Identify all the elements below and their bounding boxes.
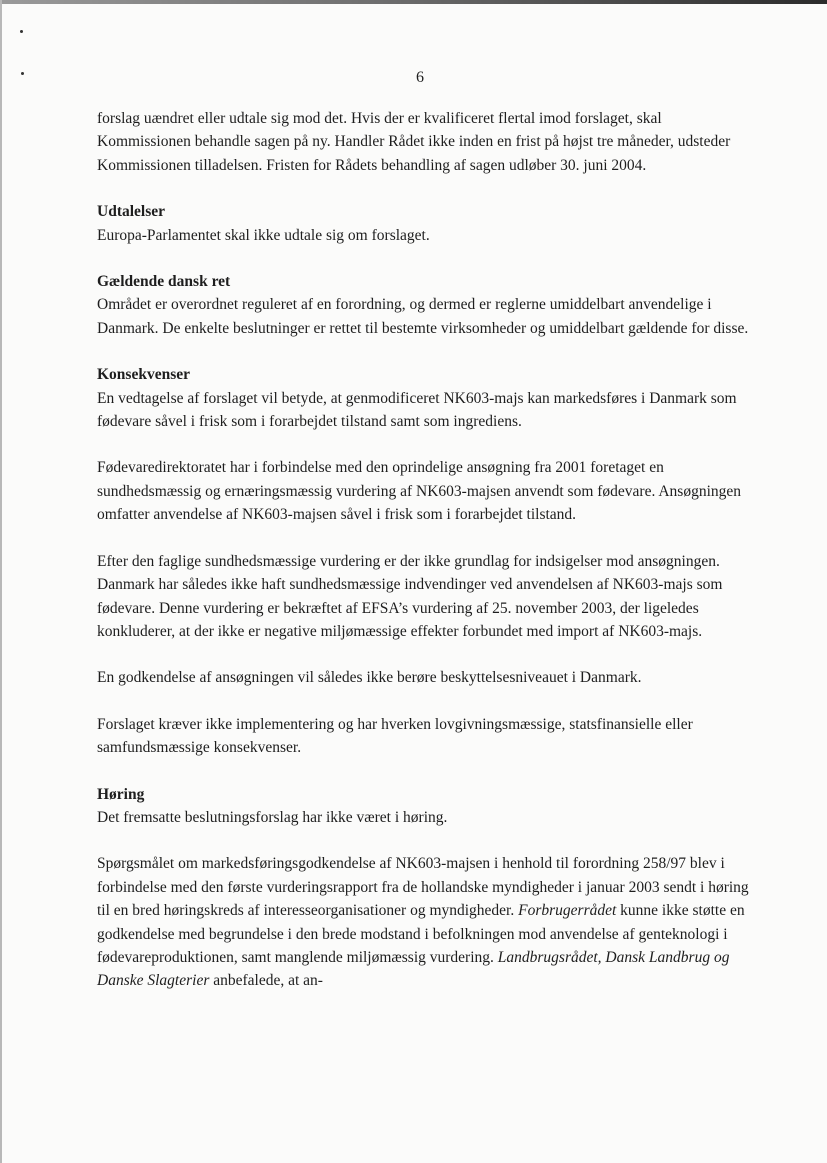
paragraph-gaeldende-dansk-ret: Området er overordnet reguleret af en forordning, og dermed er reglerne umiddelbart anvendelige i Danmark. De enkelte beslutninger er rettet til bestemte virksomheder og umiddelbart gældende for disse.	[97, 296, 749, 337]
hoering-text-c: kunne ikke støtte en godkendelse med begrundelse i den brede modstand i befolkningen mod anvendelse af genteknologi i fødevareproduktionen, samt manglende miljømæssig vurdering.	[97, 902, 745, 966]
paragraph-konsekvenser-2: Fødevaredirektoratet har i forbindelse med den oprindelige ansøgning fra 2001 foretaget en sundhedsmæssig og ernæringsmæssig vurdering af NK603-majsen anvendt som fødevare. Ansøgningen omfatter anvendelse af NK603-majsen såvel i frisk som i forarbejdet tilstand.	[97, 459, 742, 524]
scan-speck	[20, 30, 23, 33]
forbrugerraadet-name: Forbrugerrådet	[518, 902, 617, 920]
scan-left-edge	[0, 0, 2, 1163]
document-body	[97, 107, 757, 1016]
heading-konsekvenser: Konsekvenser	[97, 366, 190, 384]
paragraph-konsekvenser-4: En godkendelse af ansøgningen vil således ikke berøre beskyttelsesniveauet i Danmark.	[97, 669, 642, 687]
paragraph-hoering-2	[97, 852, 757, 992]
page-number: 6	[416, 69, 424, 86]
heading-gaeldende-dansk-ret: Gældende dansk ret	[97, 273, 231, 291]
heading-udtalelser: Udtalelser	[97, 203, 166, 221]
paragraph-intro: forslag uændret eller udtale sig mod det. Hvis der er kvalificeret flertal imod forslaget, skal Kommissionen behandle sagen på ny. Handler Rådet ikke inden en frist på højst tre måneder, udsteder Kommissionen tilladelsen. Fristen for Rådets behandling af sagen udløber 30. juni 2004.	[97, 110, 731, 174]
paragraph-udtalelser: Europa-Parlamentet skal ikke udtale sig om forslaget.	[97, 226, 430, 244]
paragraph-konsekvenser-3: Efter den faglige sundhedsmæssige vurdering er der ikke grundlag for indsigelser mod ansøgningen. Danmark har således ikke haft sundhedsmæssige indvendinger ved anvendelsen af NK603-majs som fødevare. Denne vurdering er bekræftet af EFSA’s vurdering af 25. november 2003, der ligeledes konkluderer, at der ikke er negative miljømæssige effekter forbundet med import af NK603-majs.	[97, 552, 723, 640]
heading-hoering: Høring	[97, 785, 145, 803]
paragraph-hoering-1: Det fremsatte beslutningsforslag har ikke været i høring.	[97, 808, 448, 826]
scan-top-edge	[0, 0, 827, 4]
paragraph-konsekvenser-1: En vedtagelse af forslaget vil betyde, at genmodificeret NK603-majs kan markedsføres i Danmark som fødevare såvel i frisk som i forarbejdet tilstand samt som ingrediens.	[97, 389, 737, 431]
landbrug-organisations-names: Landbrugsrådet, Dansk Landbrug og Danske Slagterier	[97, 948, 730, 990]
paragraph-konsekvenser-5: Forslaget kræver ikke implementering og har hverken lovgivningsmæssige, statsfinansielle eller samfundsmæssige konsekvenser.	[97, 715, 693, 757]
hoering-text-a: Spørgsmålet om markedsføringsgodkendelse af NK603-majsen i henhold til forordning 258/97 blev i forbindelse med den første vurderingsrapport fra de hollandske myndigheder i januar 2003 sendt i høring til en bred høringskreds af interesseorganisationer og myndigheder.	[97, 855, 749, 920]
hoering-text-e: anbefalede, at an-	[213, 972, 323, 990]
